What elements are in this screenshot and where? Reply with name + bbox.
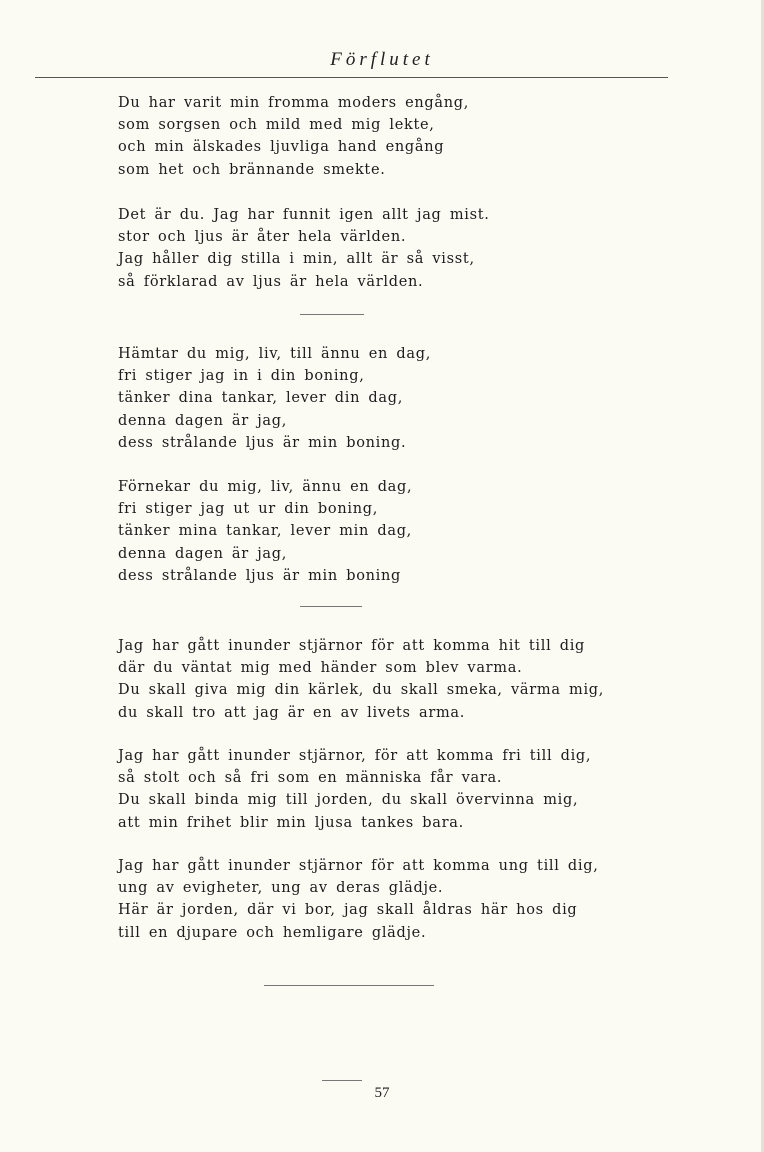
- poem-line: Det är du. Jag har funnit igen allt jag mist.: [118, 207, 490, 223]
- stanza-2: [118, 204, 490, 293]
- poem-line: där du väntat mig med händer som blev varma.: [118, 660, 523, 677]
- poem-line: tänker dina tankar, lever din dag,: [118, 390, 404, 407]
- section-divider: [300, 606, 362, 607]
- poem-line: Jag har gått inunder stjärnor, för att komma fri till dig,: [118, 748, 592, 764]
- poem-line: du skall tro att jag är en av livets arma.: [118, 704, 466, 721]
- poem-line: Jag har gått inunder stjärnor för att komma hit till dig: [118, 638, 586, 654]
- running-title: Förflutet: [330, 49, 434, 70]
- poem-line: som het och brännande smekte.: [118, 161, 386, 178]
- poem-line: denna dagen är jag,: [118, 412, 288, 429]
- poem-line: dess strålande ljus är min boning.: [118, 434, 407, 451]
- stanza-7: [118, 855, 599, 944]
- poem-line: Förnekar du mig, liv, ännu en dag,: [118, 479, 413, 495]
- poem-line: till en djupare och hemligare glädje.: [118, 924, 427, 941]
- header-rule: [35, 77, 668, 78]
- poem-line: Hämtar du mig, liv, till ännu en dag,: [118, 346, 431, 362]
- poem-line: fri stiger jag ut ur din boning,: [118, 501, 379, 518]
- poem-line: Jag håller dig stilla i min, allt är så visst,: [118, 251, 475, 268]
- poem-line: dess strålande ljus är min boning: [118, 567, 402, 584]
- poem-line: fri stiger jag in i din boning,: [118, 368, 365, 385]
- poem-line: denna dagen är jag,: [118, 545, 288, 562]
- poem-line: så förklarad av ljus är hela världen.: [118, 273, 424, 290]
- stanza-3: [118, 343, 431, 454]
- stanza-5: [118, 635, 604, 724]
- poem-line: så stolt och så fri som en människa får vara.: [118, 770, 503, 787]
- poem-line: ung av evigheter, ung av deras glädje.: [118, 880, 444, 897]
- poem-line: tänker mina tankar, lever min dag,: [118, 523, 412, 540]
- poem-line: Du skall giva mig din kärlek, du skall smeka, värma mig,: [118, 682, 605, 699]
- poem-line: Jag har gått inunder stjärnor för att komma ung till dig,: [118, 858, 599, 874]
- closing-divider: [264, 985, 434, 986]
- page-number-rule: [322, 1080, 362, 1081]
- stanza-4: [118, 476, 412, 587]
- poem-line: och min älskades ljuvliga hand engång: [118, 139, 445, 156]
- poem-line: Här är jorden, där vi bor, jag skall åldras här hos dig: [118, 902, 578, 919]
- poem-line: som sorgsen och mild med mig lekte,: [118, 117, 435, 134]
- poem-line: stor och ljus är åter hela världen.: [118, 229, 407, 246]
- page-number: 57: [374, 1085, 390, 1101]
- stanza-1: [118, 92, 469, 181]
- stanza-6: [118, 745, 591, 834]
- section-divider: [300, 314, 364, 315]
- poem-line: Du har varit min fromma moders engång,: [118, 95, 470, 111]
- poem-line: Du skall binda mig till jorden, du skall övervinna mig,: [118, 792, 579, 809]
- poem-line: att min frihet blir min ljusa tankes bara.: [118, 814, 464, 831]
